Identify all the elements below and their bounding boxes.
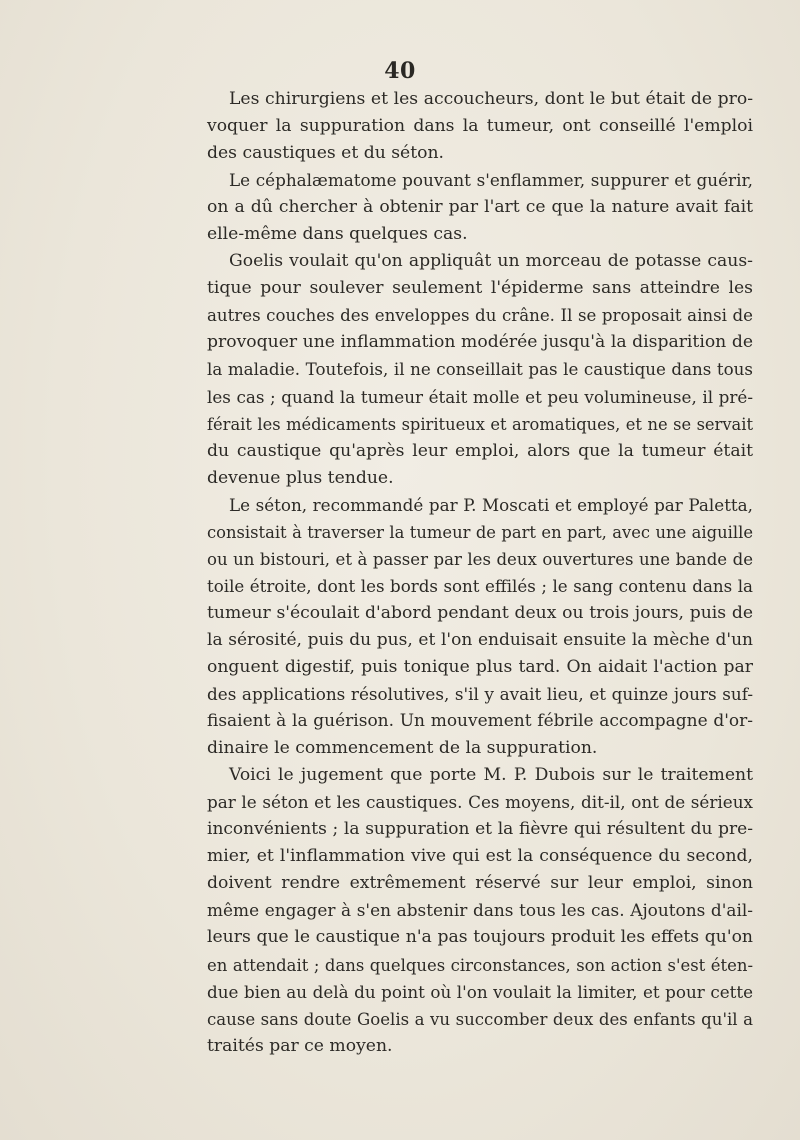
page-number: 40 bbox=[384, 58, 416, 84]
text-line: par le séton et les caustiques. Ces moyens, dit-il, ont de sérieux bbox=[207, 792, 753, 813]
text-line: cause sans doute Goelis a vu succomber deux des enfants qu'il a bbox=[207, 1009, 753, 1029]
paragraph-cephalaematome bbox=[207, 167, 753, 248]
text-line: Goelis voulait qu'on appliquât un morceau de potasse caus- bbox=[229, 251, 753, 272]
text-line: inconvénients ; la suppuration et la fièvre qui résultent du pre- bbox=[207, 819, 753, 840]
text-line: Voici le jugement que porte M. P. Dubois sur le traitement bbox=[229, 765, 753, 786]
text-line: provoquer une inflammation modérée jusqu'à la disparition de bbox=[207, 332, 753, 353]
text-line: férait les médicaments spiritueux et aromatiques, et ne se servait bbox=[207, 414, 753, 434]
text-line: en attendait ; dans quelques circonstances, son action s'est éten- bbox=[207, 955, 753, 975]
paragraph-caustics-intro bbox=[207, 86, 753, 167]
text-line: même engager à s'en abstenir dans tous les cas. Ajoutons d'ail- bbox=[207, 900, 753, 921]
text-line: dinaire le commencement de la suppuration. bbox=[207, 738, 598, 759]
text-line: des caustiques et du séton. bbox=[207, 143, 445, 164]
text-line: tumeur s'écoulait d'abord pendant deux ou trois jours, puis de bbox=[207, 602, 753, 623]
text-line: leurs que le caustique n'a pas toujours produit les effets qu'on bbox=[207, 927, 753, 948]
text-line: due bien au delà du point où l'on voulait la limiter, et pour cette bbox=[207, 981, 753, 1002]
text-line: Le séton, recommandé par P. Moscati et employé par Paletta, bbox=[229, 494, 753, 515]
text-line: on a dû chercher à obtenir par l'art ce que la nature avait fait bbox=[207, 197, 753, 218]
text-line: devenue plus tendue. bbox=[207, 467, 394, 488]
text-line: toile étroite, dont les bords sont effilés ; le sang contenu dans la bbox=[207, 576, 753, 596]
body-text bbox=[207, 86, 753, 1060]
paragraph-seton bbox=[207, 492, 753, 762]
text-line: doivent rendre extrêmement réservé sur leur emploi, sinon bbox=[207, 873, 753, 894]
text-line: les cas ; quand la tumeur était molle et peu volumineuse, il pré- bbox=[207, 386, 753, 407]
text-line: onguent digestif, puis tonique plus tard. On aidait l'action par bbox=[207, 656, 753, 677]
text-line: Le céphalæmatome pouvant s'enflammer, suppurer et guérir, bbox=[229, 170, 753, 191]
text-line: voquer la suppuration dans la tumeur, ont conseillé l'emploi bbox=[207, 116, 753, 137]
paragraph-goelis bbox=[207, 248, 753, 491]
text-line: mier, et l'inflammation vive qui est la conséquence du second, bbox=[207, 846, 753, 867]
text-line: du caustique qu'après leur emploi, alors que la tumeur était bbox=[207, 440, 753, 461]
text-line: ou un bistouri, et à passer par les deux ouvertures une bande de bbox=[207, 549, 753, 569]
text-line: des applications résolutives, s'il y avait lieu, et quinze jours suf- bbox=[207, 684, 753, 705]
text-line: elle-même dans quelques cas. bbox=[207, 224, 468, 245]
text-line: autres couches des enveloppes du crâne. Il se proposait ainsi de bbox=[207, 306, 753, 326]
text-line: Les chirurgiens et les accoucheurs, dont le but était de pro- bbox=[229, 89, 753, 109]
text-line: fisaient à la guérison. Un mouvement fébrile accompagne d'or- bbox=[207, 711, 753, 732]
text-line: la sérosité, puis du pus, et l'on enduisait ensuite la mèche d'un bbox=[207, 629, 753, 650]
text-line: consistait à traverser la tumeur de part en part, avec une aiguille bbox=[207, 522, 753, 542]
text-line: tique pour soulever seulement l'épiderme sans atteindre les bbox=[207, 278, 753, 299]
paragraph-dubois-judgement bbox=[207, 762, 753, 1060]
text-line: la maladie. Toutefois, il ne conseillait pas le caustique dans tous bbox=[207, 360, 753, 380]
text-line: traités par ce moyen. bbox=[207, 1035, 393, 1056]
